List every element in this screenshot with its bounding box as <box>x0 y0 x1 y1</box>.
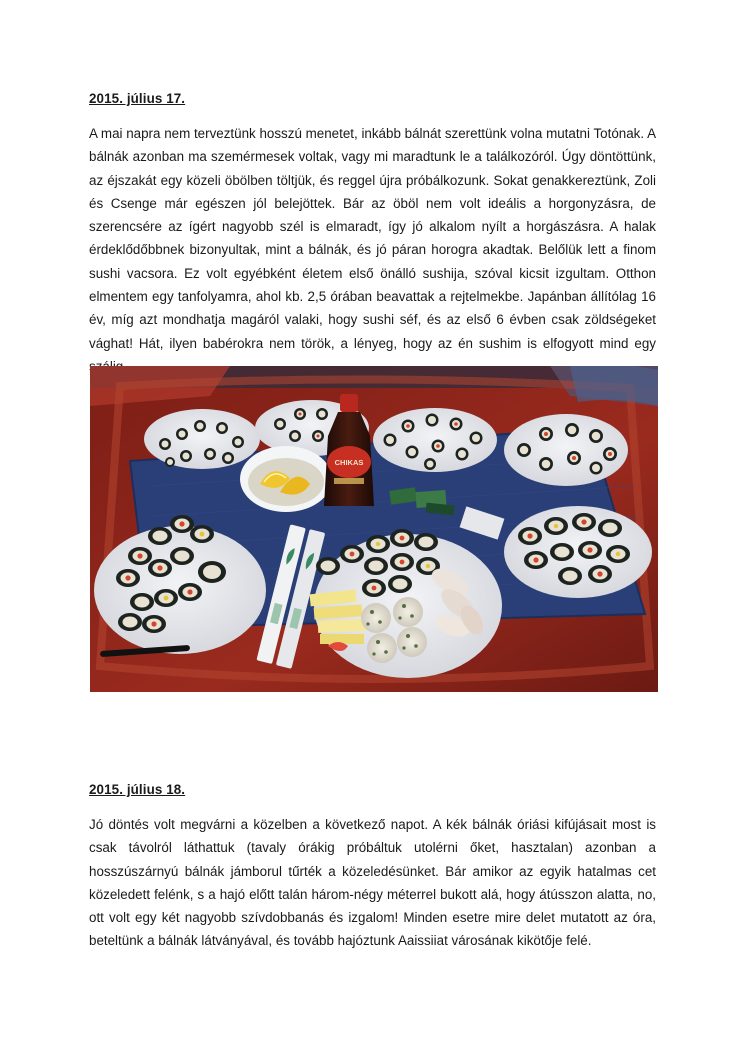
soy-bottle-label: CHIKAS <box>334 458 364 467</box>
entry-paragraph: A mai napra nem terveztünk hosszú menetet, inkább bálnát szerettünk volna mutatni Totónak. A bálnák azonban ma szemérmesek voltak, vagy mi maradtunk le a találkozóról. Úgy döntöttünk, az éjszakát egy közeli öbölben töltjük, és reggel újra próbálkozunk. Sokat genakkereztünk, Zoli és Csenge már egészen jól belejöttek. Bár az öböl nem volt ideális a horgonyzásra, de szerencsére az ígért nagyobb szél is elmaradt, így jó alkalom nyílt a horgászásra. A halak érdeklődőbbnek bizonyultak, mint a bálnák, és jó páran horogra akadtak. Belőlük lett a finom sushi vacsora. Ez volt egyébként életem első önálló sushija, szóval kicsit izgultam. Otthon elmentem egy tanfolyamra, ahol kb. 2,5 órában beavattak a rejtelmekbe. Japánban állítólag 16 év, míg azt mondhatja magáról valaki, hogy sushi séf, és az első 6 évben csak zöldségeket vághat! Hát, ilyen babérokra nem török, a lényeg, hogy az én sushim is elfogyott mind egy <box>89 126 656 351</box>
entry-date-heading: 2015. július 17. <box>89 91 186 106</box>
entry-paragraph: Jó döntés volt megvárni a közelben a következő napot. A kék bálnák óriási kifújásait most is csak távolról láthattuk (tavaly órákig próbáltuk utolérni őket, hasztalan) azonban a hosszúszárnyú bálnák jámborul tűrték a közeledésünket. Bár amikor az egyik hatalmas cet közeledett felénk, s a hajó előtt talán három-négy méterrel bukott alá, hogy átússzon alatta, no, ott volt egy két nagyobb szívdobbanás és izgalom! Minden esetre mire delet mutatott az óra, beteltünk a bálnák látványával, és tovább hajóztunk Aaissiiat városának kikötője felé. <box>89 817 656 949</box>
entry-date-heading: 2015. július 18. <box>89 782 186 797</box>
sushi-dinner-photo <box>90 366 658 692</box>
